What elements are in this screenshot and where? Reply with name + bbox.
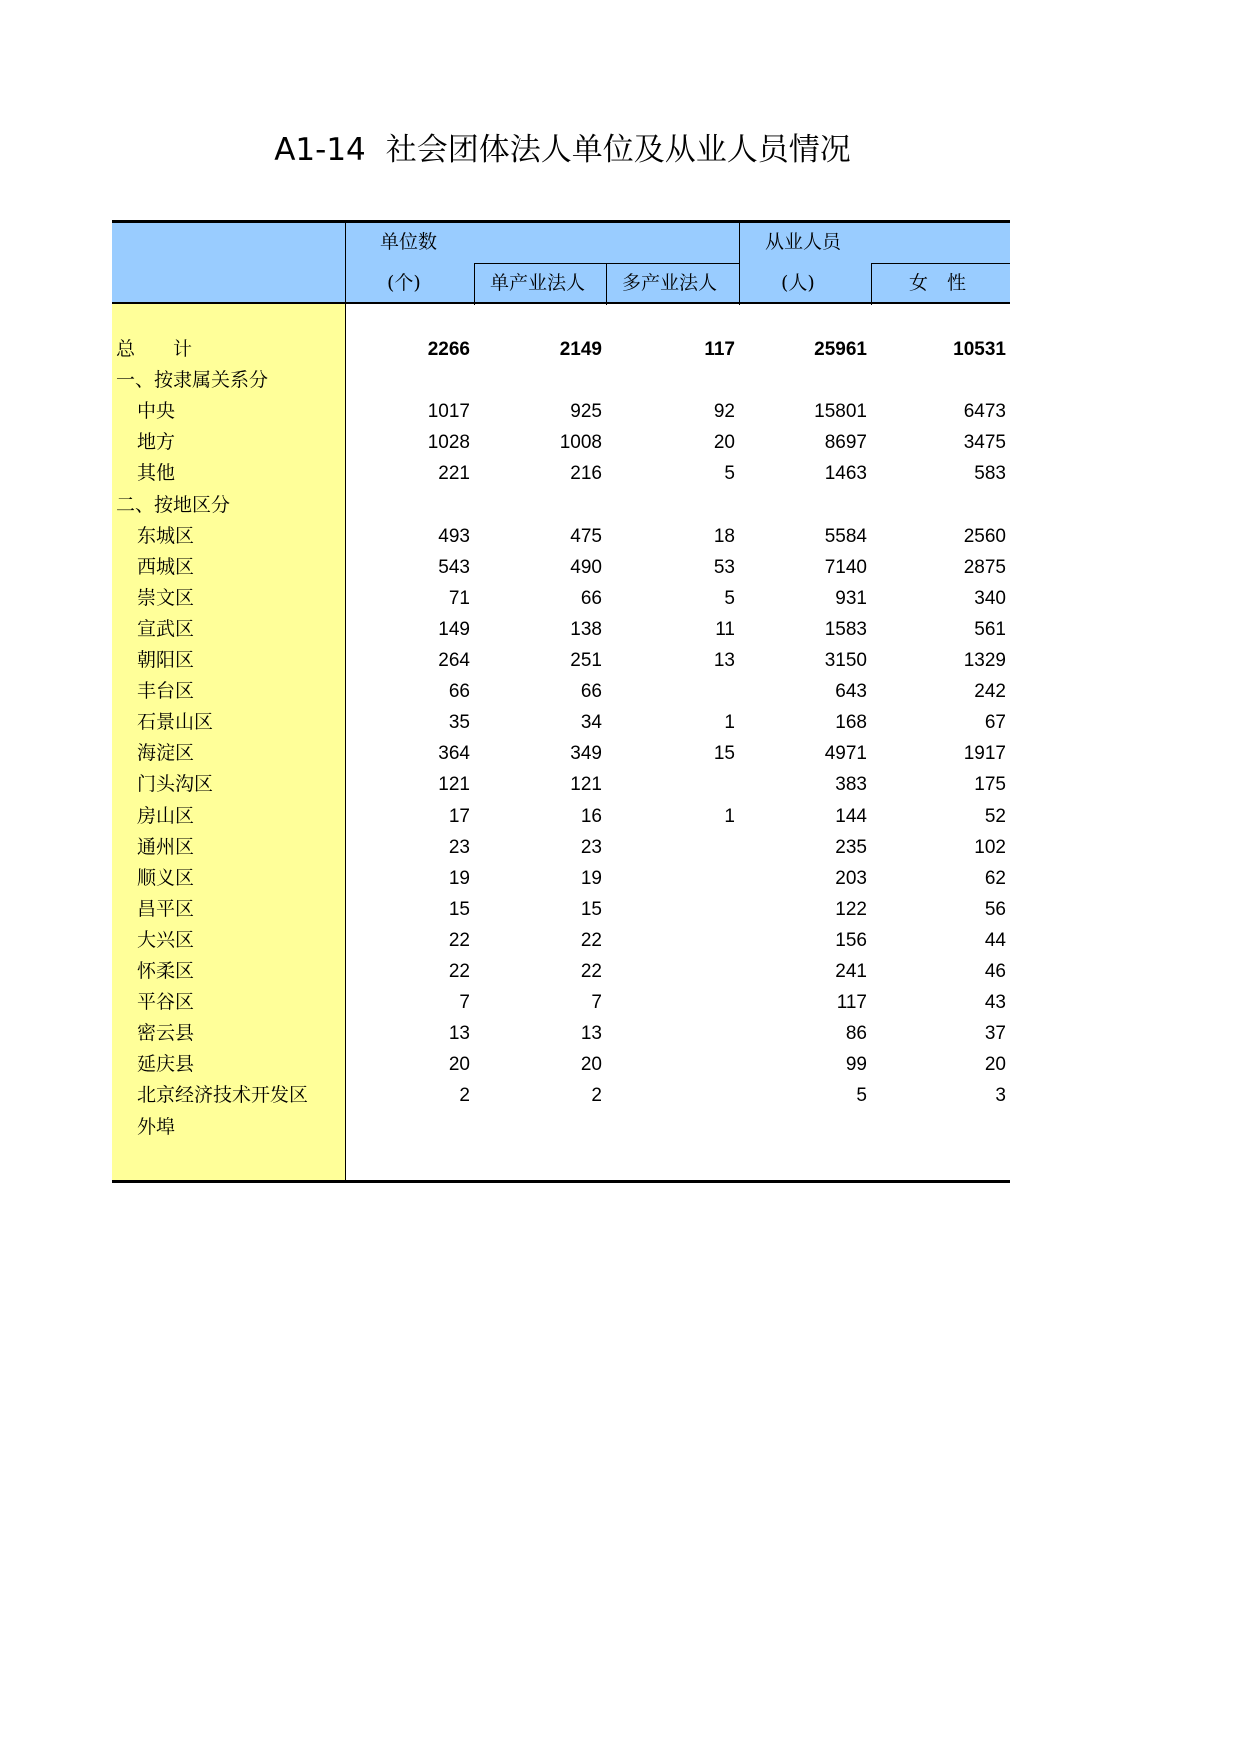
row-label: 北京经济技术开发区 (137, 1084, 309, 1107)
table-row (112, 801, 1010, 832)
table-row (112, 894, 1010, 925)
row-label: 外埠 (137, 1115, 176, 1138)
row-label: 海淀区 (137, 742, 195, 765)
employees-cell: 3150 (824, 650, 867, 671)
table-row (112, 645, 1010, 676)
single-legal-cell: 490 (570, 556, 602, 578)
row-label: 二、按地区分 (116, 493, 231, 516)
single-legal-cell: 251 (570, 650, 602, 671)
female-cell: 175 (974, 774, 1006, 796)
single-legal-cell: 22 (580, 961, 602, 982)
employees-cell: 643 (835, 681, 867, 703)
employees-cell: 99 (845, 1054, 867, 1076)
single-legal-cell: 19 (580, 867, 602, 889)
table-row (112, 614, 1010, 645)
row-label: 大兴区 (137, 928, 195, 951)
units-count-cell: 364 (438, 743, 470, 765)
table-row (112, 583, 1010, 614)
row-label: 崇文区 (137, 586, 195, 609)
units-count-cell: 543 (438, 556, 470, 578)
units-count-cell: 17 (448, 805, 470, 827)
multi-legal-cell: 5 (724, 587, 735, 609)
single-legal-cell: 66 (580, 681, 602, 703)
table-row (112, 1080, 1010, 1111)
single-legal-header: 单产业法人 (490, 272, 586, 294)
employees-cell: 1463 (824, 463, 867, 485)
units-count-cell: 66 (448, 681, 470, 703)
row-label: 总 计 (116, 338, 193, 360)
units-count-cell: 35 (448, 712, 470, 734)
multi-legal-cell: 1 (724, 712, 735, 734)
employees-unit: (人) (781, 272, 815, 294)
female-cell: 561 (974, 618, 1006, 640)
row-label: 其他 (137, 462, 176, 485)
table-row (112, 738, 1010, 769)
units-count-cell: 1017 (427, 401, 470, 423)
single-legal-cell: 20 (580, 1054, 602, 1076)
units-count-cell: 121 (438, 774, 470, 796)
female-cell: 6473 (963, 401, 1006, 423)
female-header: 女 性 (909, 272, 967, 294)
table-row (112, 863, 1010, 894)
employees-cell: 241 (835, 961, 867, 982)
table-name: 社会团体法人单位及从业人员情况 (385, 132, 851, 168)
female-cell: 102 (974, 836, 1006, 858)
employees-cell: 117 (836, 992, 867, 1014)
employees-cell: 25961 (814, 339, 867, 360)
single-legal-cell: 2149 (559, 339, 602, 360)
single-legal-cell: 34 (580, 712, 602, 734)
row-label: 地方 (137, 431, 176, 454)
table-row (112, 458, 1010, 489)
table-row (112, 334, 1010, 365)
female-cell: 52 (984, 805, 1006, 827)
single-legal-cell: 925 (570, 401, 602, 423)
row-label: 朝阳区 (137, 649, 195, 671)
multi-legal-cell: 18 (713, 525, 735, 547)
employees-cell: 15801 (814, 401, 867, 423)
single-legal-cell: 7 (591, 992, 602, 1014)
single-legal-cell: 349 (570, 743, 602, 765)
employees-cell: 122 (835, 898, 867, 920)
female-cell: 3 (995, 1085, 1006, 1107)
employees-cell: 8697 (824, 432, 867, 454)
table-row (112, 1049, 1010, 1080)
units-count-cell: 493 (438, 525, 470, 547)
table-row (112, 521, 1010, 552)
female-cell: 2560 (963, 525, 1006, 547)
female-cell: 2875 (963, 556, 1006, 578)
units-count-cell: 23 (448, 836, 470, 858)
table-row (112, 1112, 1010, 1143)
multi-legal-cell: 1 (724, 805, 735, 827)
units-count-cell: 15 (448, 898, 470, 920)
multi-legal-cell: 92 (713, 401, 735, 423)
table-row (112, 676, 1010, 707)
employees-cell: 235 (835, 836, 867, 858)
row-label: 密云县 (137, 1022, 195, 1045)
female-cell: 242 (974, 681, 1006, 703)
units-header: 单位数 (380, 231, 438, 253)
row-label: 怀柔区 (137, 960, 195, 982)
multi-legal-cell: 117 (704, 339, 735, 360)
female-cell: 1329 (963, 650, 1006, 671)
multi-legal-cell: 53 (713, 556, 735, 578)
employees-cell: 168 (835, 712, 867, 734)
units-count-cell: 149 (438, 618, 470, 640)
employees-cell: 5 (856, 1085, 867, 1107)
single-legal-cell: 23 (580, 836, 602, 858)
units-count-cell: 221 (438, 463, 470, 485)
units-count-cell: 13 (448, 1023, 470, 1045)
single-legal-cell: 16 (580, 805, 602, 827)
female-cell: 583 (974, 463, 1006, 485)
single-legal-cell: 15 (580, 898, 602, 920)
units-count-cell: 22 (448, 961, 470, 982)
units-count-cell: 1028 (427, 432, 470, 454)
multi-legal-cell: 13 (713, 650, 735, 671)
employees-cell: 144 (835, 805, 867, 827)
table-row (112, 956, 1010, 987)
units-count-cell: 19 (448, 867, 470, 889)
table-row (112, 987, 1010, 1018)
single-legal-cell: 475 (570, 525, 602, 547)
statistics-table (112, 220, 1010, 1183)
employees-cell: 203 (835, 867, 867, 889)
female-cell: 44 (984, 929, 1006, 951)
female-cell: 56 (984, 898, 1006, 920)
row-label: 西城区 (137, 555, 195, 578)
table-row (112, 707, 1010, 738)
female-cell: 37 (984, 1023, 1006, 1045)
single-legal-cell: 121 (570, 774, 602, 796)
single-legal-cell: 13 (580, 1023, 602, 1045)
single-legal-cell: 138 (570, 618, 602, 640)
table-row (112, 925, 1010, 956)
units-count-cell: 2 (459, 1085, 470, 1107)
multi-legal-cell: 11 (715, 618, 735, 640)
row-label: 通州区 (137, 835, 195, 858)
female-cell: 46 (984, 961, 1006, 982)
units-count-cell: 71 (448, 587, 470, 609)
table-row (112, 1018, 1010, 1049)
multi-legal-cell: 20 (713, 432, 735, 454)
employees-header: 从业人员 (765, 231, 842, 253)
female-cell: 340 (974, 587, 1006, 609)
row-label: 昌平区 (137, 897, 195, 920)
female-cell: 67 (984, 712, 1006, 734)
row-label: 中央 (137, 400, 176, 423)
employees-cell: 86 (845, 1023, 867, 1045)
units-count-cell: 20 (448, 1054, 470, 1076)
table-row (112, 427, 1010, 458)
employees-cell: 5584 (824, 525, 867, 547)
single-legal-cell: 2 (591, 1085, 602, 1107)
employees-cell: 1583 (824, 618, 867, 640)
multi-legal-header: 多产业法人 (622, 272, 718, 294)
units-count-cell: 7 (459, 992, 470, 1014)
units-count-cell: 2266 (427, 339, 470, 360)
female-cell: 1917 (963, 743, 1006, 765)
single-legal-cell: 66 (580, 587, 602, 609)
page-title (0, 128, 1125, 172)
table-row (112, 396, 1010, 427)
single-legal-cell: 1008 (559, 432, 602, 454)
row-label: 平谷区 (137, 991, 195, 1014)
female-cell: 3475 (963, 432, 1006, 454)
employees-cell: 7140 (824, 556, 867, 578)
table-row (112, 832, 1010, 863)
bottom-rule (112, 1180, 1010, 1183)
row-label: 石景山区 (137, 711, 214, 734)
multi-legal-cell: 15 (713, 743, 735, 765)
employees-cell: 4971 (824, 743, 867, 765)
units-unit: (个) (387, 272, 421, 294)
row-label: 一、按隶属关系分 (116, 369, 269, 392)
units-count-cell: 264 (438, 650, 470, 671)
employees-cell: 931 (835, 587, 867, 609)
single-legal-cell: 216 (570, 463, 602, 485)
table-header (112, 220, 1010, 304)
units-count-cell: 22 (448, 929, 470, 951)
female-cell: 43 (984, 992, 1006, 1014)
row-label: 门头沟区 (137, 773, 214, 796)
row-label: 丰台区 (137, 680, 195, 703)
employees-cell: 383 (835, 774, 867, 796)
employees-cell: 156 (835, 929, 867, 951)
table-row (112, 552, 1010, 583)
single-legal-cell: 22 (580, 929, 602, 951)
row-label: 房山区 (137, 804, 195, 827)
row-label: 顺义区 (137, 866, 195, 889)
female-cell: 62 (984, 867, 1006, 889)
table-code: A1-14 (274, 132, 366, 168)
table-row (112, 490, 1010, 521)
female-cell: 20 (984, 1054, 1006, 1076)
row-label: 延庆县 (137, 1053, 195, 1076)
table-row (112, 365, 1010, 396)
row-label: 东城区 (137, 524, 195, 547)
row-label: 宣武区 (137, 617, 195, 640)
table-row (112, 769, 1010, 800)
multi-legal-cell: 5 (724, 463, 735, 485)
female-cell: 10531 (953, 339, 1006, 360)
